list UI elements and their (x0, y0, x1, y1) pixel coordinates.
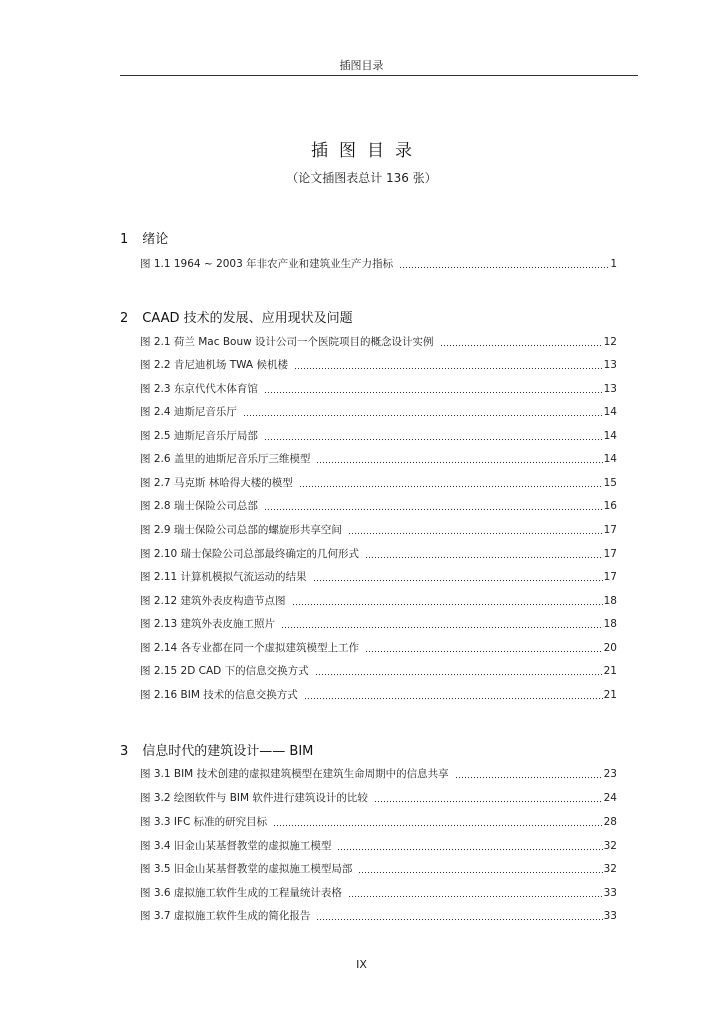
chapter-title: 信息时代的建筑设计—— BIM (142, 744, 314, 759)
dot-leader (399, 261, 609, 269)
entry-label: 图 2.5 迪斯尼音乐厅局部 (140, 430, 258, 442)
dot-leader (273, 819, 602, 827)
entry-page: 20 (603, 642, 617, 654)
entry-label: 图 2.10 瑞士保险公司总部最终确定的几何形式 (140, 548, 360, 560)
entry-page: 1 (610, 258, 617, 270)
entry-label: 图 3.1 BIM 技术创建的虚拟建筑模型在建筑生命周期中的信息共享 (140, 768, 449, 780)
entry-label: 图 3.4 旧金山某基督教堂的虚拟施工模型 (140, 840, 332, 852)
entry-page: 21 (603, 665, 617, 677)
entry-page: 14 (603, 430, 617, 442)
entry-label: 图 2.11 计算机模拟气流运动的结果 (140, 571, 307, 583)
page-subtitle: （论文插图表总计 136 张） (286, 171, 437, 185)
chapter-title: 绪论 (142, 232, 169, 247)
toc-entry[interactable] (140, 452, 617, 466)
toc-entry[interactable] (140, 839, 617, 853)
entry-label: 图 2.4 迪斯尼音乐厅 (140, 406, 237, 418)
chapter-number: 2 (120, 311, 129, 326)
dot-leader (264, 503, 603, 511)
chapter-heading (120, 740, 313, 759)
entry-label: 图 2.12 建筑外表皮构造节点图 (140, 595, 286, 607)
page-number: IX (356, 958, 367, 971)
toc-entry[interactable] (140, 523, 617, 537)
dot-leader (243, 409, 603, 417)
entry-label: 图 2.9 瑞士保险公司总部的螺旋形共享空间 (140, 524, 342, 536)
chapter-title: CAAD 技术的发展、应用现状及问题 (142, 311, 353, 326)
dot-leader (313, 574, 603, 582)
entry-page: 13 (603, 383, 617, 395)
entry-label: 图 2.15 2D CAD 下的信息交换方式 (140, 665, 309, 677)
dot-leader (374, 795, 603, 803)
dot-leader (455, 771, 603, 779)
entry-page: 23 (603, 768, 617, 780)
entry-page: 24 (603, 792, 617, 804)
toc-entry[interactable] (140, 617, 617, 631)
dot-leader (315, 668, 603, 676)
toc-entry[interactable] (140, 664, 617, 678)
toc-entry[interactable] (140, 594, 617, 608)
toc-entry[interactable] (140, 570, 617, 584)
entry-page: 17 (603, 571, 617, 583)
entry-page: 14 (603, 406, 617, 418)
toc-entry[interactable] (140, 335, 617, 349)
entry-label: 图 3.2 绘图软件与 BIM 软件进行建筑设计的比较 (140, 792, 368, 804)
toc-entry[interactable] (140, 358, 617, 372)
entry-page: 18 (603, 595, 617, 607)
dot-leader (264, 433, 603, 441)
entry-page: 15 (603, 477, 617, 489)
dot-leader (337, 843, 602, 851)
entry-page: 14 (603, 453, 617, 465)
running-header: 插图目录 (339, 59, 384, 72)
entry-label: 图 3.3 IFC 标准的研究目标 (140, 816, 268, 828)
entry-label: 图 2.3 东京代代木体育馆 (140, 383, 258, 395)
page-title: 插图目录 (311, 141, 423, 161)
dot-leader (440, 339, 603, 347)
entry-page: 18 (603, 618, 617, 630)
dot-leader (292, 598, 603, 606)
toc-entry[interactable] (140, 257, 617, 271)
entry-label: 图 1.1 1964 ~ 2003 年非农产业和建筑业生产力指标 (140, 258, 394, 270)
dot-leader (316, 456, 602, 464)
entry-label: 图 2.13 建筑外表皮施工照片 (140, 618, 276, 630)
toc-entry[interactable] (140, 815, 617, 829)
entry-label: 图 3.6 虚拟施工软件生成的工程量统计表格 (140, 887, 342, 899)
entry-page: 17 (603, 524, 617, 536)
toc-entry[interactable] (140, 862, 617, 876)
entry-page: 16 (603, 500, 617, 512)
toc-entry[interactable] (140, 547, 617, 561)
toc-entry[interactable] (140, 767, 617, 781)
dot-leader (365, 645, 603, 653)
entry-page: 28 (603, 816, 617, 828)
entry-page: 32 (603, 863, 617, 875)
entry-label: 图 3.7 虚拟施工软件生成的简化报告 (140, 910, 311, 922)
dot-leader (299, 480, 603, 488)
dot-leader (264, 386, 603, 394)
dot-leader (348, 527, 603, 535)
toc-entry[interactable] (140, 791, 617, 805)
entry-label: 图 2.2 肯尼迪机场 TWA 候机楼 (140, 359, 288, 371)
entry-page: 33 (603, 887, 617, 899)
toc-entry[interactable] (140, 405, 617, 419)
toc-entry[interactable] (140, 499, 617, 513)
chapter-heading (120, 228, 168, 247)
entry-label: 图 2.6 盖里的迪斯尼音乐厅三维模型 (140, 453, 311, 465)
toc-entry[interactable] (140, 909, 617, 923)
dot-leader (348, 890, 603, 898)
entry-page: 32 (603, 840, 617, 852)
header-rule (120, 75, 638, 76)
entry-label: 图 2.16 BIM 技术的信息交换方式 (140, 689, 298, 701)
toc-entry[interactable] (140, 688, 617, 702)
toc-entry[interactable] (140, 382, 617, 396)
entry-page: 21 (603, 689, 617, 701)
toc-entry[interactable] (140, 886, 617, 900)
entry-page: 13 (603, 359, 617, 371)
dot-leader (365, 551, 603, 559)
chapter-number: 3 (120, 744, 129, 759)
entry-page: 12 (603, 336, 617, 348)
chapter-heading (120, 307, 353, 326)
entry-label: 图 2.7 马克斯 林哈得大楼的模型 (140, 477, 293, 489)
entry-label: 图 2.8 瑞士保险公司总部 (140, 500, 258, 512)
dot-leader (358, 866, 602, 874)
dot-leader (304, 692, 603, 700)
entry-page: 17 (603, 548, 617, 560)
toc-entry[interactable] (140, 476, 617, 490)
entry-label: 图 2.1 荷兰 Mac Bouw 设计公司一个医院项目的概念设计实例 (140, 336, 434, 348)
dot-leader (316, 913, 602, 921)
toc-entry[interactable] (140, 641, 617, 655)
dot-leader (281, 621, 603, 629)
chapter-number: 1 (120, 232, 129, 247)
dot-leader (294, 362, 603, 370)
entry-label: 图 3.5 旧金山某基督教堂的虚拟施工模型局部 (140, 863, 353, 875)
entry-page: 33 (603, 910, 617, 922)
entry-label: 图 2.14 各专业都在同一个虚拟建筑模型上工作 (140, 642, 360, 654)
toc-entry[interactable] (140, 429, 617, 443)
